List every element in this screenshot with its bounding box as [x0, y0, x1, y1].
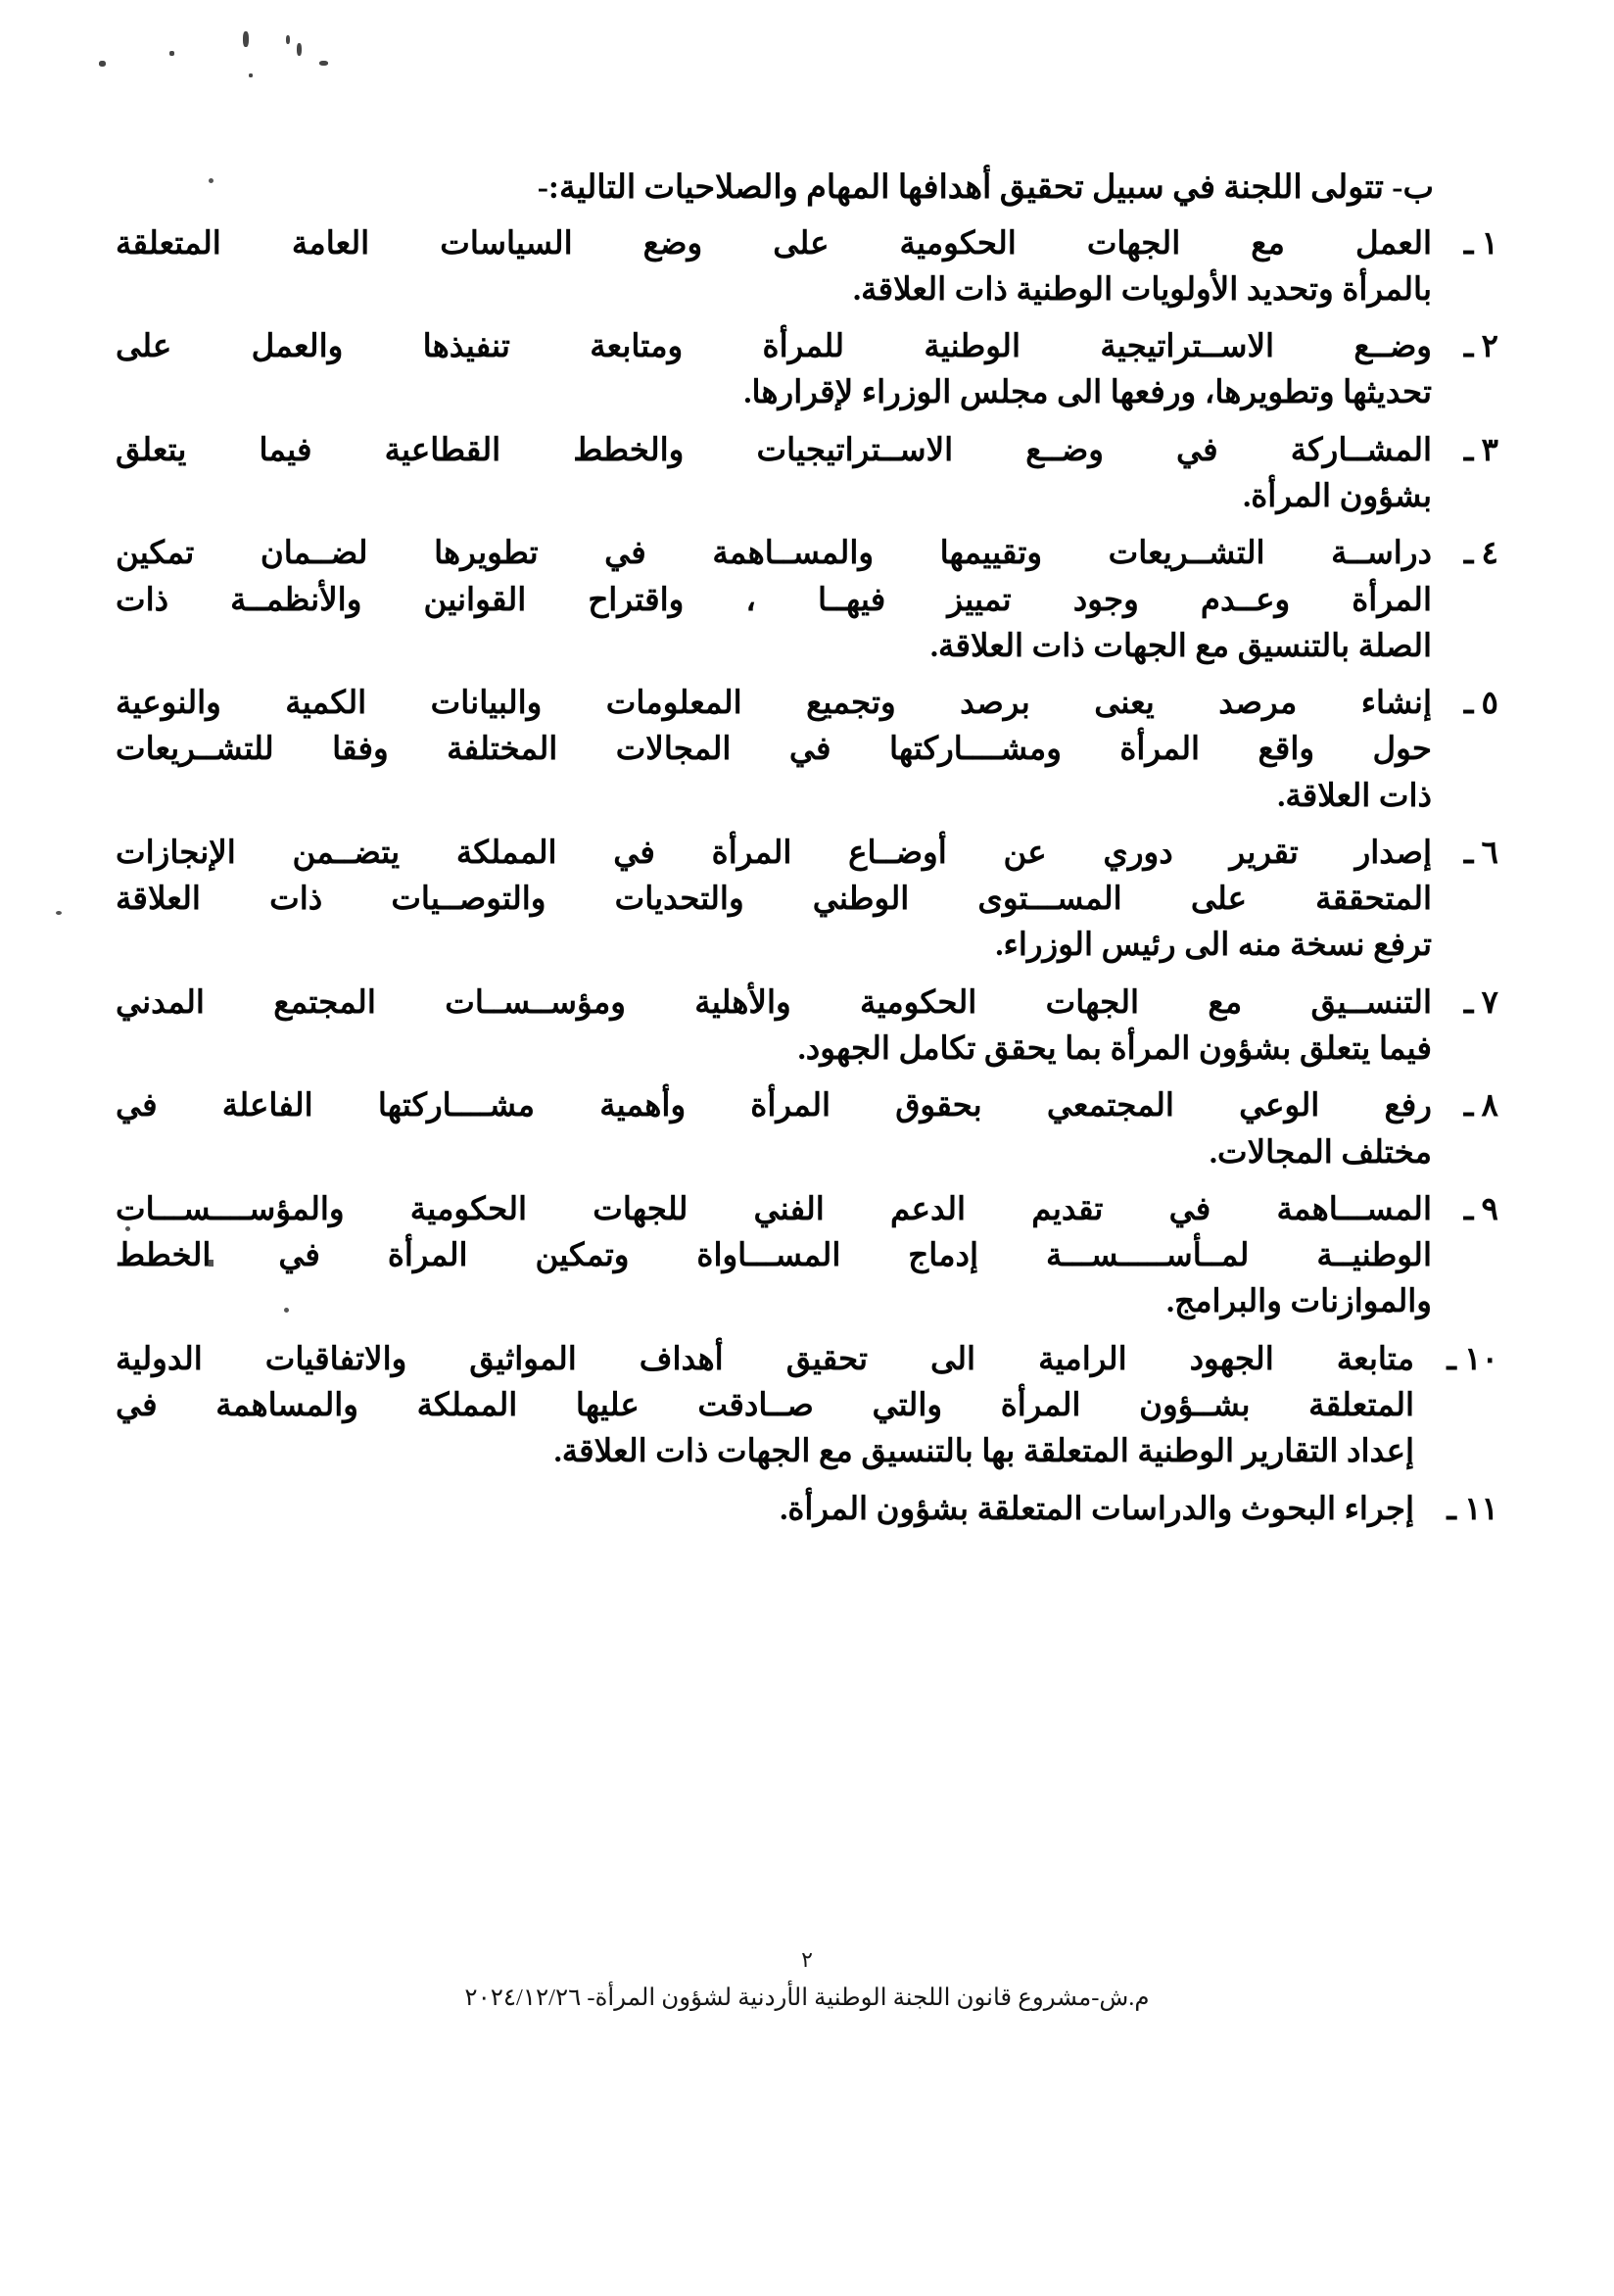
- clause-number: ٥ ـ: [1463, 686, 1498, 722]
- clause-line: تحديثها وتطويرها، ورفعها الى مجلس الوزراء لإقرارها.: [743, 375, 1432, 411]
- clause-number: ٦ ـ: [1463, 835, 1498, 871]
- clause-item-7: [116, 981, 1498, 1074]
- clause-line: ترفع نسخة منه الى رئيس الوزراء.: [995, 928, 1432, 964]
- clause-line: المتحققة على المســـتوى الوطني والتحديات والتوصــيات ذات العلاقة: [116, 882, 1432, 918]
- clause-line: إنشاء مرصد يعنى برصد وتجميع المعلومات والبيانات الكمية والنوعية: [116, 686, 1432, 722]
- clause-line: والموازنات والبرامج.: [1165, 1284, 1432, 1320]
- clause-number: ٨ ـ: [1463, 1088, 1498, 1124]
- lead-paragraph: ب- تتولى اللجنة في سبيل تحقيق أهدافها المهام والصلاحيات التالية:-: [537, 169, 1434, 206]
- clause-number: ٢ ـ: [1463, 329, 1498, 365]
- clause-text: [116, 1083, 1432, 1176]
- clause-number: ١١ ـ: [1447, 1491, 1498, 1527]
- clause-line: فيما يتعلق بشؤون المرأة بما يحقق تكامل الجهود.: [797, 1031, 1432, 1068]
- clause-text: [116, 981, 1432, 1074]
- clause-line: دراســة التشــريعات وتقييمها والمســاهمة في تطويرها لضــمان تمكين: [116, 536, 1432, 572]
- clause-line: إعداد التقارير الوطنية المتعلقة بها بالتنسيق مع الجهات ذات العلاقة.: [553, 1434, 1414, 1470]
- clause-line: العمل مع الجهات الحكومية على وضع السياسات العامة المتعلقة: [116, 225, 1432, 262]
- clause-line: وضــع الاســتراتيجية الوطنية للمرأة ومتابعة تنفيذها والعمل على: [116, 329, 1432, 365]
- clause-item-10: [116, 1337, 1498, 1476]
- scan-speckle: [319, 61, 328, 66]
- page-number: ٢: [801, 1947, 813, 1972]
- clause-line: التنســيق مع الجهات الحكومية والأهلية ومؤســســات المجتمع المدني: [116, 984, 1432, 1021]
- clause-text: [116, 324, 1432, 417]
- document-body: [116, 167, 1498, 1544]
- clause-item-11: [116, 1487, 1498, 1533]
- clause-line: ذات العلاقة.: [1277, 778, 1432, 814]
- clause-text: [116, 1487, 1414, 1533]
- document-footer: م.ش-مشروع قانون اللجنة الوطنية الأردنية لشؤون المرأة- ٢٠٢٤/١٢/٢٦: [464, 1985, 1150, 2011]
- clause-number: ٩ ـ: [1463, 1191, 1498, 1227]
- scan-speckle: [297, 43, 302, 56]
- clause-line: مختلف المجالات.: [1209, 1134, 1432, 1171]
- clause-line: المرأة وعــدم وجود تمييز فيهــا ، واقتراح القوانين والأنظمــة ذات: [116, 582, 1432, 618]
- clause-text: [116, 428, 1432, 521]
- clause-line: المتعلقة بشــؤون المرأة والتي صــادقت عليها المملكة والمساهمة في: [116, 1388, 1414, 1424]
- clause-item-2: [116, 324, 1498, 417]
- scan-speckle: [286, 35, 290, 44]
- clause-line: حول واقع المرأة ومشــــاركتها في المجالات المختلفة وفقا للتشــريعات: [116, 732, 1432, 768]
- clause-text: [116, 1187, 1432, 1326]
- scan-mark: [56, 911, 62, 915]
- clause-line: بالمرأة وتحديد الأولويات الوطنية ذات العلاقة.: [853, 271, 1432, 308]
- clause-item-9: [116, 1187, 1498, 1326]
- clause-item-4: [116, 531, 1498, 670]
- clause-number: ٣ ـ: [1463, 432, 1498, 468]
- clause-line: رفع الوعي المجتمعي بحقوق المرأة وأهمية مشــــاركتها الفاعلة في: [116, 1088, 1432, 1124]
- clause-line: المســـاهمة في تقديم الدعم الفني للجهات الحكومية والمؤســــســـات: [116, 1191, 1432, 1227]
- clause-line: متابعة الجهود الرامية الى تحقيق أهداف المواثيق والاتفاقيات الدولية: [116, 1341, 1414, 1377]
- clause-line: بشؤون المرأة.: [1243, 478, 1432, 514]
- clause-text: [116, 831, 1432, 970]
- scan-speckle: [249, 73, 253, 77]
- clause-line: الوطنيــة لمــأســـــســـة إدماج المســـاواة وتمكين المرأة في الخطط: [116, 1238, 1432, 1274]
- clause-number: ١ ـ: [1463, 225, 1498, 262]
- clause-item-8: [116, 1083, 1498, 1176]
- clause-item-5: [116, 681, 1498, 820]
- clause-item-3: [116, 428, 1498, 521]
- clause-line: إجراء البحوث والدراسات المتعلقة بشؤون المرأة.: [780, 1491, 1414, 1527]
- clause-list: [116, 221, 1498, 1533]
- clause-text: [116, 681, 1432, 820]
- clause-text: [116, 221, 1432, 314]
- scan-speckle: [99, 61, 106, 67]
- clause-item-1: [116, 221, 1498, 314]
- clause-line: المشــاركة في وضــع الاســتراتيجيات والخطط القطاعية فيما يتعلق: [116, 432, 1432, 468]
- clause-text: [116, 1337, 1414, 1476]
- clause-item-6: [116, 831, 1498, 970]
- clause-number: ١٠ ـ: [1447, 1341, 1498, 1377]
- scan-speckle: [169, 51, 174, 56]
- clause-number: ٧ ـ: [1463, 984, 1498, 1021]
- clause-line: إصدار تقرير دوري عن أوضــاع المرأة في المملكة يتضــمن الإنجازات: [116, 835, 1432, 871]
- clause-line: الصلة بالتنسيق مع الجهات ذات العلاقة.: [929, 628, 1432, 664]
- clause-number: ٤ ـ: [1463, 536, 1498, 572]
- clause-text: [116, 531, 1432, 670]
- scan-speckle: [243, 31, 249, 47]
